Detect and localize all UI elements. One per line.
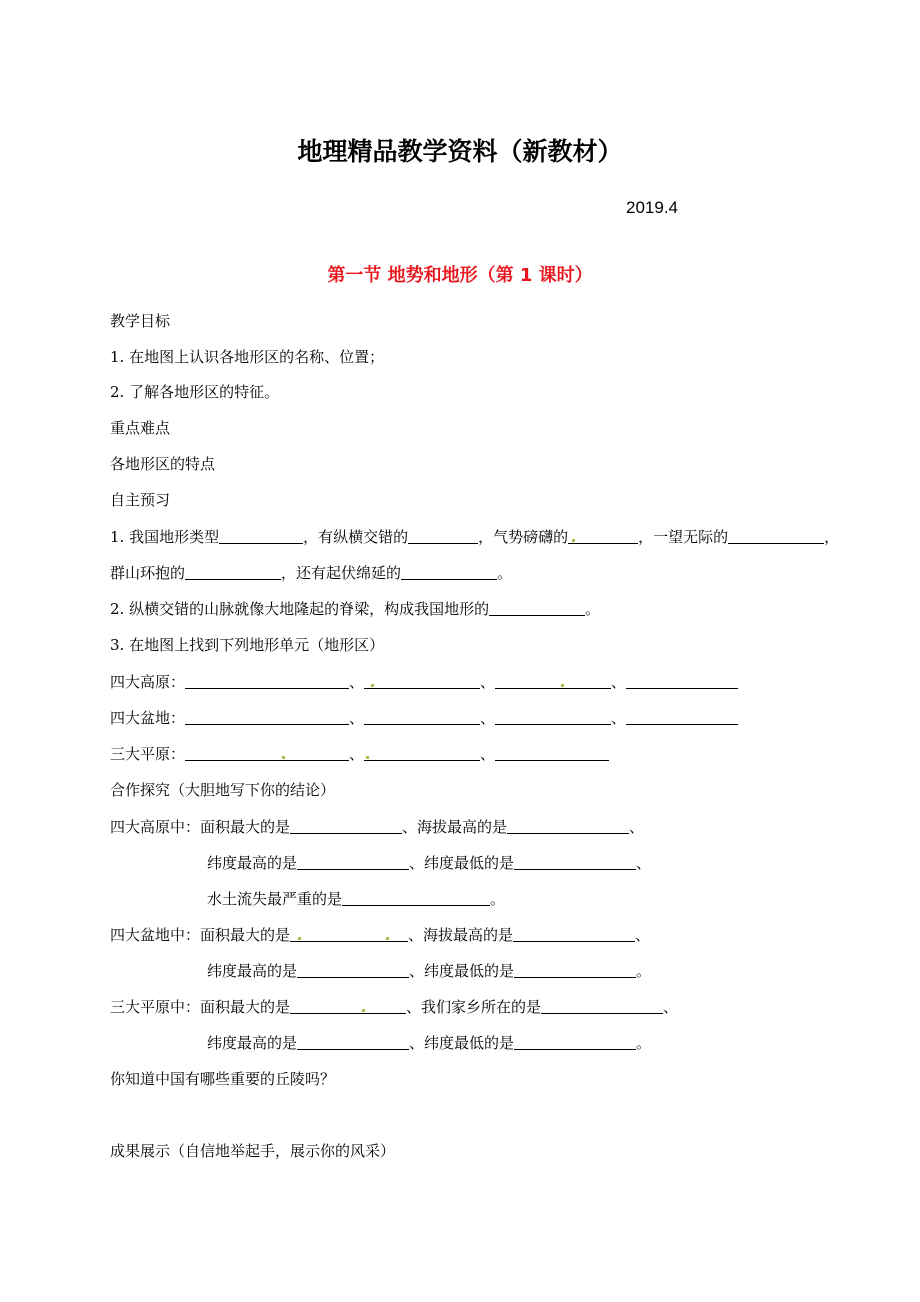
answer-blank[interactable] xyxy=(185,709,349,725)
goals-heading: 教学目标 xyxy=(110,312,171,330)
keypoints-text: 各地形区的特点 xyxy=(110,455,216,473)
answer-blank[interactable] xyxy=(342,890,490,906)
answer-blank[interactable] xyxy=(364,745,480,761)
preview-question-1-line-1: 1. 我国地形类型 ，有纵横交错的 ，气势磅礴的 ，一望无际的 ， xyxy=(110,528,840,546)
plains-row: 三大平原： 、 、 xyxy=(110,744,609,764)
answer-blank[interactable] xyxy=(185,673,349,689)
explore-plateau-line-1: 四大高原中：面积最大的是 、海拔最高的是 、 xyxy=(110,818,645,836)
explore-plateau-line-2: 纬度最高的是 、纬度最低的是 、 xyxy=(207,854,652,872)
answer-blank[interactable] xyxy=(541,998,663,1014)
answer-blank[interactable] xyxy=(514,1034,636,1050)
answer-blank[interactable] xyxy=(297,1034,409,1050)
goal-item-1: 1. 在地图上认识各地形区的名称、位置； xyxy=(110,348,385,366)
preview-question-3: 3. 在地图上找到下列地形单元（地形区） xyxy=(110,636,385,654)
answer-blank[interactable] xyxy=(495,673,611,689)
answer-blank[interactable] xyxy=(507,818,629,834)
document-date: 2019.4 xyxy=(626,198,678,217)
answer-blank[interactable] xyxy=(401,564,497,580)
section-title: 第一节 地势和地形（第 1 课时） xyxy=(327,265,593,286)
answer-blank[interactable] xyxy=(185,745,349,761)
basins-row: 四大盆地： 、 、 、 xyxy=(110,708,738,728)
goal-item-2: 2. 了解各地形区的特征。 xyxy=(110,383,280,401)
explore-basin-line-2: 纬度最高的是 、纬度最低的是 。 xyxy=(207,962,652,980)
explore-heading: 合作探究（大胆地写下你的结论） xyxy=(110,781,336,799)
answer-blank[interactable] xyxy=(185,564,281,580)
plateaus-row: 四大高原： 、 、 、 xyxy=(110,672,738,692)
answer-blank[interactable] xyxy=(297,962,409,978)
answer-blank[interactable] xyxy=(728,528,824,544)
hills-question: 你知道中国有哪些重要的丘陵吗？ xyxy=(110,1070,336,1088)
answer-blank[interactable] xyxy=(364,709,480,725)
answer-blank[interactable] xyxy=(514,962,636,978)
answer-blank[interactable] xyxy=(626,709,738,725)
answer-blank[interactable] xyxy=(408,528,478,544)
answer-blank[interactable] xyxy=(290,926,408,942)
answer-blank[interactable] xyxy=(290,818,402,834)
answer-blank[interactable] xyxy=(290,998,406,1014)
answer-blank[interactable] xyxy=(626,673,738,689)
answer-blank[interactable] xyxy=(364,673,480,689)
answer-blank[interactable] xyxy=(489,600,585,616)
preview-heading: 自主预习 xyxy=(110,491,171,509)
answer-blank[interactable] xyxy=(514,854,636,870)
answer-blank[interactable] xyxy=(297,854,409,870)
answer-blank[interactable] xyxy=(495,709,611,725)
answer-blank[interactable] xyxy=(219,528,303,544)
preview-question-1-line-2: 群山环抱的 ，还有起伏绵延的 。 xyxy=(110,564,513,582)
answer-blank[interactable] xyxy=(568,528,638,544)
explore-plateau-line-3: 水土流失最严重的是 。 xyxy=(207,890,506,908)
keypoints-heading: 重点难点 xyxy=(110,419,171,437)
preview-question-2: 2. 纵横交错的山脉就像大地隆起的脊梁，构成我国地形的 。 xyxy=(110,600,601,618)
explore-basin-line-1: 四大盆地中：面积最大的是 、海拔最高的是 、 xyxy=(110,926,651,944)
explore-plain-line-1: 三大平原中：面积最大的是 、我们家乡所在的是 、 xyxy=(110,998,679,1016)
document-title: 地理精品教学资料（新教材） xyxy=(297,137,623,166)
explore-plain-line-2: 纬度最高的是 、纬度最低的是 。 xyxy=(207,1034,652,1052)
answer-blank[interactable] xyxy=(495,745,609,761)
showcase-heading: 成果展示（自信地举起手，展示你的风采） xyxy=(110,1142,396,1160)
answer-blank[interactable] xyxy=(513,926,635,942)
